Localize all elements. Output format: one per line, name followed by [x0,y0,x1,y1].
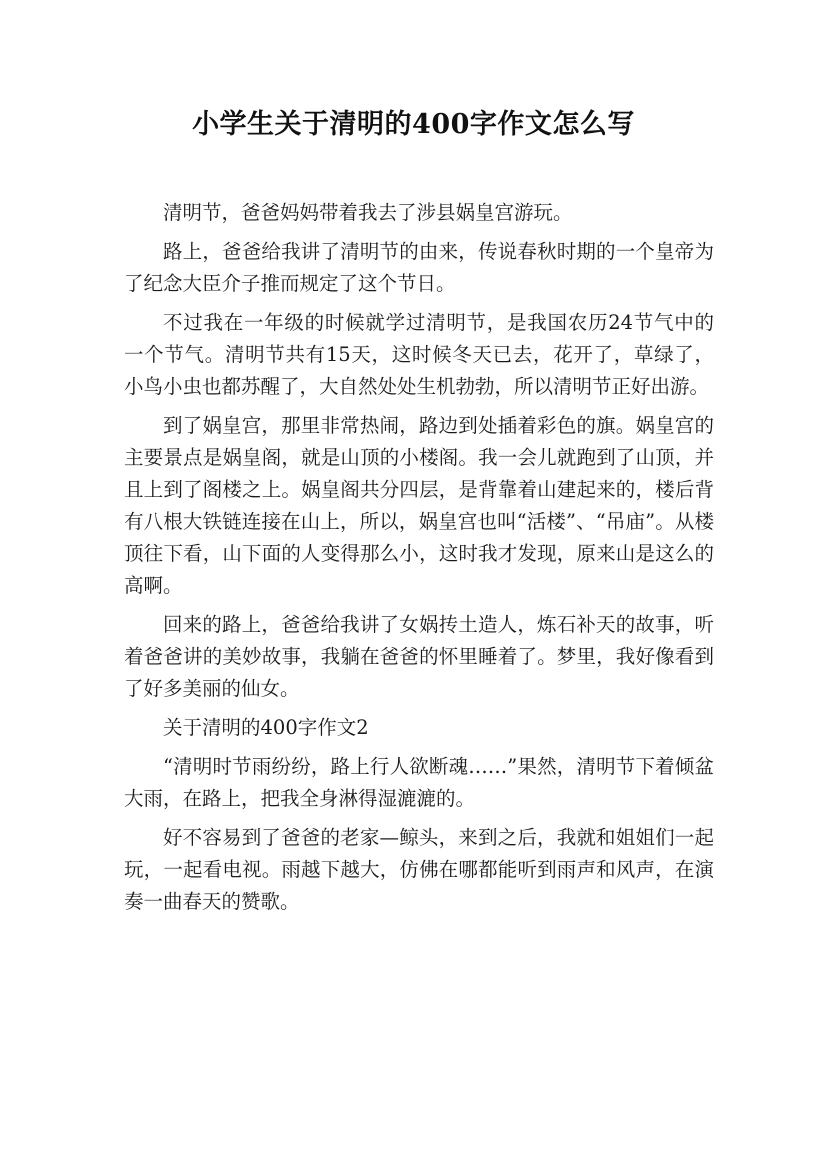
paragraph-7: 好不容易到了爸爸的老家—鲸头，来到之后，我就和姐姐们一起玩，一起看电视。雨越下越大，仿佛在哪都能听到雨声和风声，在演奏一曲春天的赞歌。 [124,826,714,913]
paragraph-3: 不过我在一年级的时候就学过清明节，是我国农历24节气中的一个节气。清明节共有15天，这时候冬天已去，花开了，草绿了，小鸟小虫也都苏醒了，大自然处处生机勃勃，所以清明节正好出游。 [124,311,714,398]
paragraph-6: “清明时节雨纷纷，路上行人欲断魂……”果然，清明节下着倾盆大雨，在路上，把我全身淋得湿漉漉的。 [124,755,714,810]
paragraph-1: 清明节，爸爸妈妈带着我去了涉县娲皇宫游玩。 [163,201,573,224]
paragraph-4: 到了娲皇宫，那里非常热闹，路边到处插着彩色的旗。娲皇宫的主要景点是娲皇阁，就是山顶的小楼阁。我一会儿就跑到了山顶，并且上到了阁楼之上。娲皇阁共分四层，是背靠着山建起来的，楼后背有八根大铁链连接在山上，所以，娲皇宫也叫“活楼”、“吊庙”。从楼顶往下看，山下面的人变得那么小，这时我才发现，原来山是这么的高啊。 [124,414,714,597]
document-body [124,197,714,925]
paragraph-2: 路上，爸爸给我讲了清明节的由来，传说春秋时期的一个皇帝为了纪念大臣介子推而规定了这个节日。 [124,240,714,295]
section-heading: 关于清明的400字作文2 [163,716,369,739]
paragraph-5: 回来的路上，爸爸给我讲了女娲抟土造人，炼石补天的故事，听着爸爸讲的美妙故事，我躺在爸爸的怀里睡着了。梦里，我好像看到了好多美丽的仙女。 [124,613,714,700]
document-title: 小学生关于清明的400字作文怎么写 [192,109,635,140]
